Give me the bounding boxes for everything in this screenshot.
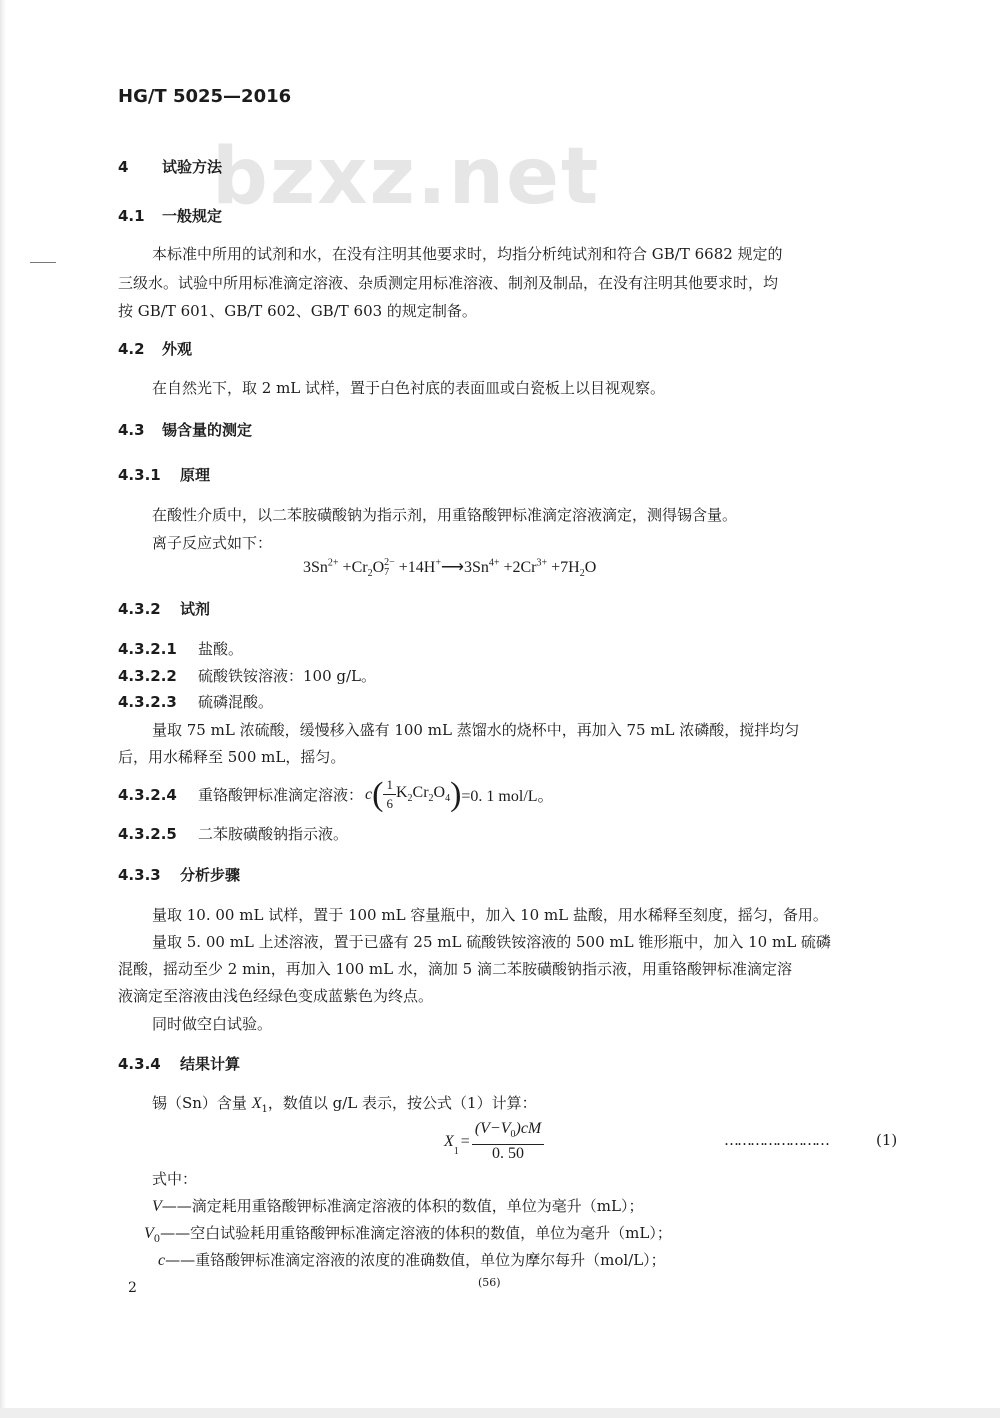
section-title: 原理 (180, 466, 211, 484)
section-number: 4.2 (118, 340, 145, 358)
standard-code: HG/T 5025—2016 (118, 86, 292, 107)
paragraph-line: 同时做空白试验。 (152, 1015, 273, 1033)
section-title: 外观 (162, 340, 193, 358)
variable-definition: $V_0——$空白试验耗用重铬酸钾标准滴定溶液的体积的数值，单位为毫升（mL）； (144, 1224, 672, 1245)
section-number: 4.1 (118, 207, 145, 225)
section-title: 分析步骤 (180, 866, 241, 884)
formula-1: X $_1$ = $\frac{(V-V_0)cM}{0. 50}$ (444, 1120, 544, 1163)
section-4-3-1-heading (118, 464, 210, 485)
section-4-3-4-heading (118, 1053, 240, 1074)
page-number: 2 (128, 1280, 137, 1296)
paragraph-line: 按 GB/T 601、GB/T 602、GB/T 603 的规定制备。 (118, 302, 477, 320)
section-number: 4 (118, 158, 129, 176)
variable-definition: c——重铬酸钾标准滴定溶液的浓度的准确数值，单位为摩尔每升（mol/L）； (158, 1251, 666, 1269)
where-label: 式中： (152, 1170, 198, 1188)
section-4-3-heading (118, 419, 252, 440)
page-bottom-edge (0, 1408, 1000, 1418)
formula-leader-dots: …………………… (724, 1131, 828, 1149)
margin-mark (30, 262, 56, 263)
paragraph-line: 本标准中所用的试剂和水，在没有注明其他要求时，均指分析纯试剂和符合 GB/T 6682 规定的 (152, 245, 783, 263)
reagent-item: 4.3.2.5 二苯胺磺酸钠指示液。 (118, 825, 349, 843)
section-number: 4.3.4 (118, 1055, 161, 1073)
variable-definition: V——滴定耗用重铬酸钾标准滴定溶液的体积的数值，单位为毫升（mL）； (152, 1197, 644, 1215)
formula-number: (1) (876, 1131, 898, 1149)
paragraph-line: 量取 10. 00 mL 试样，置于 100 mL 容量瓶中，加入 10 mL 盐酸，用水稀释至刻度，摇匀，备用。 (152, 906, 828, 924)
section-title: 试剂 (180, 600, 211, 618)
section-4-3-3-heading (118, 864, 240, 885)
reagent-item: 4.3.2.1 盐酸。 (118, 640, 244, 658)
reagent-item: 4.3.2.2 硫酸铁铵溶液：100 g/L。 (118, 667, 377, 685)
section-4-1-heading (118, 205, 222, 226)
ionic-equation: $3Sn^{2+} +Cr_2O$ 2− 7 $+14H^+⟶3Sn^{4+} +2Cr^{3+} +7H_2O$ (303, 557, 597, 580)
paragraph-line: 三级水。试验中所用标准滴定溶液、杂质测定用标准溶液、制剂及制品，在没有注明其他要求时，均 (118, 274, 779, 292)
paragraph-line: 液滴定至溶液由浅色经绿色变成蓝紫色为终点。 (118, 987, 434, 1005)
paragraph-line: 锡（Sn）含量 $X_1$，数值以 g/L 表示，按公式（1）计算： (152, 1094, 537, 1115)
section-number: 4.3 (118, 421, 145, 439)
paragraph-line: 在酸性介质中，以二苯胺磺酸钠为指示剂，用重铬酸钾标准滴定溶液滴定，测得锡含量。 (152, 506, 738, 524)
section-number: 4.3.1 (118, 466, 161, 484)
section-title: 锡含量的测定 (162, 421, 253, 439)
section-title: 结果计算 (180, 1055, 241, 1073)
paragraph-line: 量取 75 mL 浓硫酸，缓慢移入盛有 100 mL 蒸馏水的烧杯中，再加入 75 mL 浓磷酸，搅拌均匀 (152, 721, 800, 739)
reagent-item: 4.3.2.4 重铬酸钾标准滴定溶液： c ( $\frac{1}{6}$ $K_2Cr_2O_4$ ) =0. 1 mol/L。 (118, 775, 554, 813)
section-4-2-heading (118, 338, 192, 359)
section-4-3-2-heading (118, 598, 210, 619)
page-edge-shadow (0, 0, 6, 1418)
section-title: 一般规定 (162, 207, 223, 225)
paragraph-line: 量取 5. 00 mL 上述溶液，置于已盛有 25 mL 硫酸铁铵溶液的 500 mL 锥形瓶中，加入 10 mL 硫磷 (152, 933, 831, 951)
sequence-number: (56) (478, 1276, 501, 1289)
paragraph-line: 后，用水稀释至 500 mL，摇匀。 (118, 748, 346, 766)
section-title: 试验方法 (162, 158, 223, 176)
reagent-item: 4.3.2.3 硫磷混酸。 (118, 693, 274, 711)
section-number: 4.3.2 (118, 600, 161, 618)
paragraph-line: 离子反应式如下： (152, 534, 273, 552)
reaction-arrow: ⟶ (441, 559, 464, 576)
paragraph-line: 混酸，摇动至少 2 min，再加入 100 mL 水，滴加 5 滴二苯胺磺酸钠指示液，用重铬酸钾标准滴定溶 (118, 960, 792, 978)
section-number: 4.3.3 (118, 866, 161, 884)
section-4-heading (118, 156, 222, 177)
paragraph-line: 在自然光下，取 2 mL 试样，置于白色衬底的表面皿或白瓷板上以目视观察。 (152, 379, 666, 397)
watermark: bzxz.net (212, 132, 601, 222)
